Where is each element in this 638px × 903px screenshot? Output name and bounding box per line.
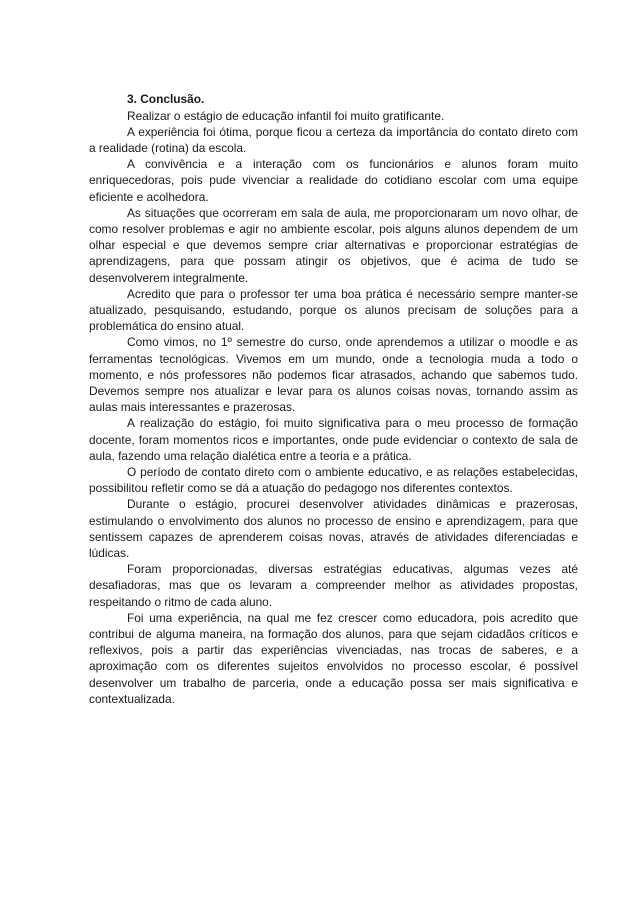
- paragraph-6: Como vimos, no 1º semestre do curso, onde aprendemos a utilizar o moodle e as ferramentas tecnológicas. Vivemos em um mundo, onde a tecnologia muda a todo o momento, e nós professores não podemos ficar atrasados, achando que sabemos tudo. Devemos sempre nos atualizar e levar para os alunos coisas novas, tornando assim as aulas mais interessantes e prazerosas.: [89, 335, 578, 415]
- paragraph-1: Realizar o estágio de educação infantil foi muito gratificante.: [127, 108, 445, 123]
- paragraph-7: A realização do estágio, foi muito significativa para o meu processo de formação docente, foram momentos ricos e importantes, onde pude evidenciar o contexto de sala de aula, fazendo uma relação dialética entre a teoria e a prática.: [89, 416, 578, 463]
- paragraph-3: A convivência e a interação com os funcionários e alunos foram muito enriquecedoras, pois pude vivenciar a realidade do cotidiano escolar com uma equipe eficiente e acolhedora.: [89, 157, 578, 204]
- document-page: [89, 91, 578, 707]
- paragraph-8: O período de contato direto com o ambiente educativo, e as relações estabelecidas, possibilitou refletir como se dá a atuação do pedagogo nos diferentes contextos.: [89, 464, 578, 496]
- paragraph-4: As situações que ocorreram em sala de aula, me proporcionaram um novo olhar, de como resolver problemas e agir no ambiente escolar, pois alguns alunos dependem de um olhar especial e que devemos sempre criar alternativas e proporcionar estratégias de aprendizagens, para que possam atingir os objetivos, que é acima de tudo se desenvolverem integralmente.: [89, 205, 578, 285]
- paragraph-5: Acredito que para o professor ter uma boa prática é necessário sempre manter-se atualizado, pesquisando, estudando, porque os alunos precisam de soluções para a problemática do ensino atual.: [89, 286, 578, 334]
- paragraph-11: Foi uma experiência, na qual me fez crescer como educadora, pois acredito que contribui de alguma maneira, na formação dos alunos, para que sejam cidadãos críticos e reflexivos, pois a partir das experiências vivenciadas, nas trocas de saberes, e a aproximação com os diferentes sujeitos envolvidos no processo escolar, é possível desenvolver um trabalho de parceria, onde a educação possa ser mais significativa e contextualizada.: [89, 610, 578, 706]
- paragraph-2: A experiência foi ótima, porque ficou a certeza da importância do contato direto com a realidade (rotina) da escola.: [89, 124, 578, 155]
- paragraph-9: Durante o estágio, procurei desenvolver atividades dinâmicas e prazerosas, estimulando o envolvimento dos alunos no processo de ensino e aprendizagem, para que sentissem capazes de aprenderem coisas novas, através de atividades diferenciadas e lúdicas.: [89, 497, 578, 560]
- section-heading: 3. Conclusão.: [127, 92, 205, 106]
- paragraph-10: Foram proporcionadas, diversas estratégias educativas, algumas vezes até desafiadoras, mas que os levaram a compreender melhor as atividades propostas, respeitando o ritmo de cada aluno.: [89, 562, 578, 609]
